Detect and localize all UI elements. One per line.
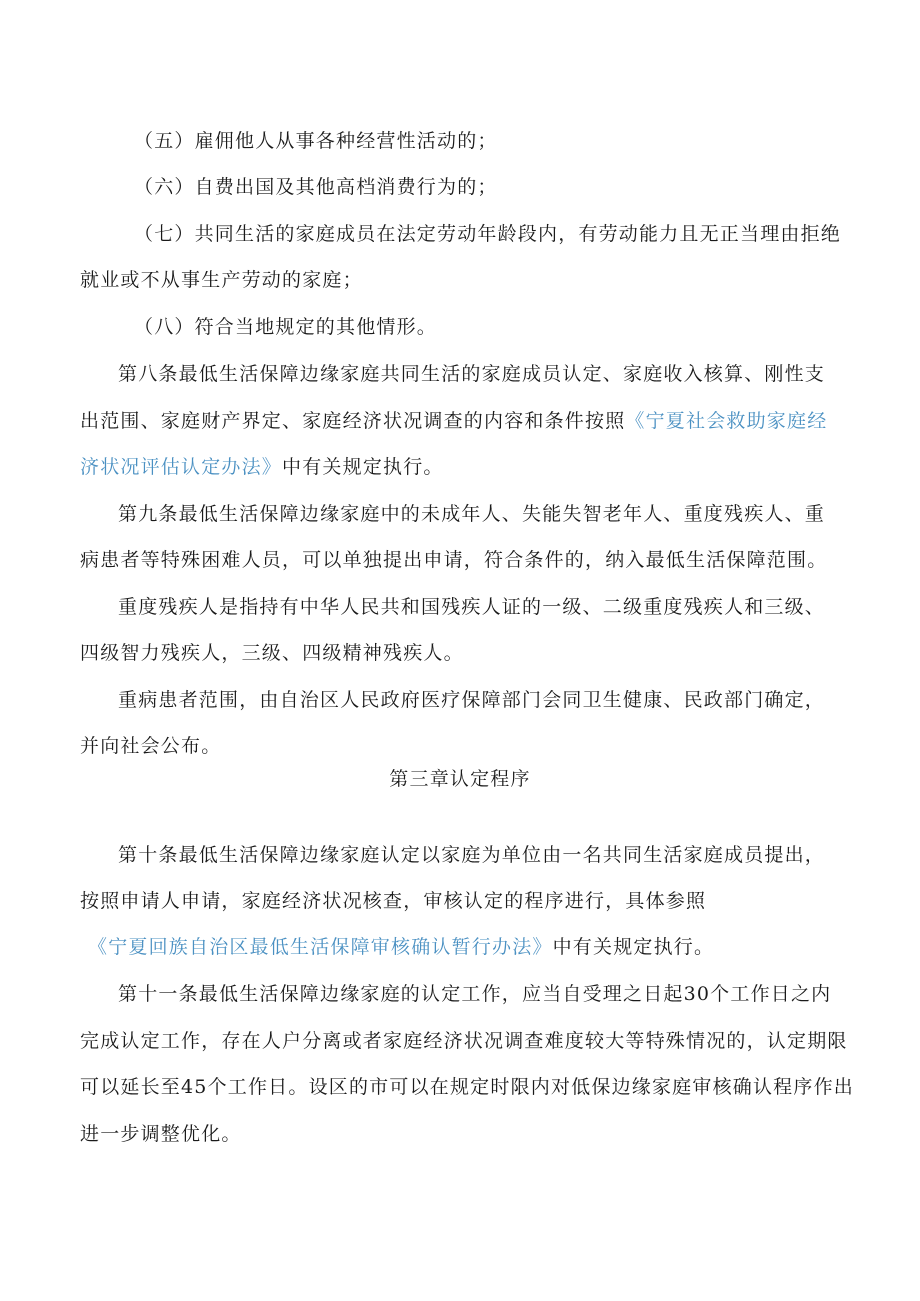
item-8: （八）符合当地规定的其他情形。: [134, 316, 438, 338]
item-6: （六）自费出国及其他高档消费行为的；: [134, 176, 498, 198]
article-11-line-3: 可以延长至45个工作日。设区的市可以在规定时限内对低保边缘家庭审核确认程序作出: [80, 1076, 854, 1098]
regulation-link-assessment[interactable]: 《宁夏社会救助家庭经: [625, 410, 828, 432]
article-8-line-3-text: 中有关规定执行。: [282, 456, 444, 478]
article-8-line-1: 第八条最低生活保障边缘家庭共同生活的家庭成员认定、家庭收入核算、刚性支: [118, 363, 826, 385]
article-9-line-2: 病患者等特殊困难人员，可以单独提出申请，符合条件的，纳入最低生活保障范围。: [80, 549, 828, 571]
item-5: （五）雇佣他人从事各种经营性活动的；: [134, 130, 498, 152]
article-9-para-2-line-1: 重度残疾人是指持有中华人民共和国残疾人证的一级、二级重度残疾人和三级、: [118, 596, 826, 618]
article-10-line-2: 按照申请人申请，家庭经济状况核查，审核认定的程序进行，具体参照: [80, 890, 707, 912]
regulation-link-assessment-cont[interactable]: 济状况评估认定办法》: [80, 456, 283, 478]
article-9-para-2-line-2: 四级智力残疾人，三级、四级精神残疾人。: [80, 642, 464, 664]
article-9-para-3-line-2: 并向社会公布。: [80, 735, 222, 757]
regulation-link-minimum-living[interactable]: 《宁夏回族自治区最低生活保障审核确认暂行办法》: [88, 936, 553, 958]
article-8-line-2-text: 出范围、家庭财产界定、家庭经济状况调查的内容和条件按照: [80, 410, 626, 432]
article-10-line-3: [88, 935, 714, 959]
item-7-line-1: （七）共同生活的家庭成员在法定劳动年龄段内，有劳动能力且无正当理由拒绝: [134, 223, 842, 245]
article-8-line-2: [80, 409, 827, 433]
chapter-title: 第三章认定程序: [389, 768, 531, 790]
article-11-line-2: 完成认定工作，存在人户分离或者家庭经济状况调查难度较大等特殊情况的，认定期限: [80, 1030, 848, 1052]
article-9-line-1: 第九条最低生活保障边缘家庭中的未成年人、失能失智老年人、重度残疾人、重: [118, 503, 826, 525]
article-10-line-1: 第十条最低生活保障边缘家庭认定以家庭为单位由一名共同生活家庭成员提出，: [118, 844, 826, 866]
article-11-line-4: 进一步调整优化。: [80, 1123, 242, 1145]
article-9-para-3-line-1: 重病患者范围，由自治区人民政府医疗保障部门会同卫生健康、民政部门确定，: [118, 689, 826, 711]
article-8-line-3: [80, 455, 444, 479]
article-10-line-3-text: 中有关规定执行。: [552, 936, 715, 958]
article-11-line-1: 第十一条最低生活保障边缘家庭的认定工作，应当自受理之日起30个工作日之内: [118, 983, 832, 1005]
item-7-line-2: 就业或不从事生产劳动的家庭；: [80, 269, 363, 291]
